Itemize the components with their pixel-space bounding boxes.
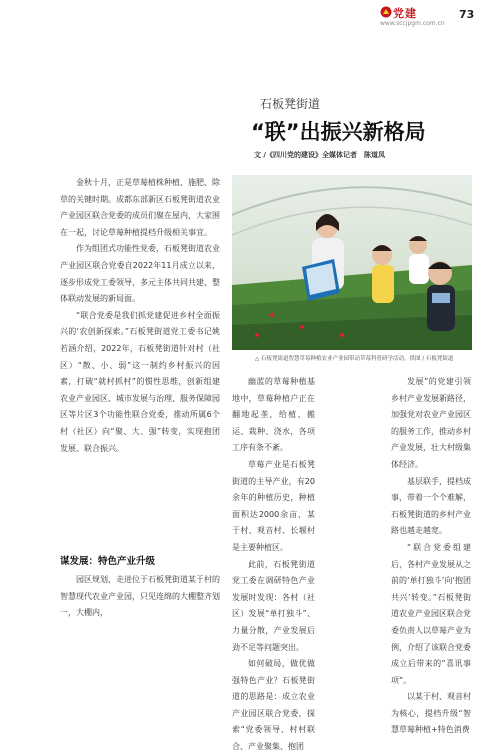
article-column-2 — [232, 374, 315, 756]
paragraph: “联合党委是我们抓党建促进乡村全面振兴的‘农创新探索。”石板凳街道党工委书记姚若涵介绍，2022年，石板凳街道针对村（社区）“散、小、弱”这一制约乡村振兴的因素，打破“就村抓村”的惯性思维，创新组建农业产业园区、城市发展与治理、服务保障园区等片区3个功能性联合党委，推动所属6个村（社区）向“聚、大、强”转变，实现抱团发展、联合振兴。 — [60, 310, 220, 453]
paragraph: 园区规划，走进位于石板凳街道某于村的智慧现代农业产业园，只见连绵的大棚整齐划一，大棚内， — [60, 575, 220, 618]
paragraph: 幽蓝的草莓种植基地中，草莓种植户正在翻地起垄，给植、搬运、栽种、浇水，各项工序有条不紊。 — [232, 377, 315, 453]
logo-url: www.sccjpgm.com.cn — [380, 20, 445, 27]
photo-caption: △ 石板凳街道智慧草莓种植农业产业园带动草莓科普研学活动。供图 / 石板凳街道 — [255, 356, 454, 362]
paragraph: 金秋十月，正是草莓植株种植、施肥、除草的关键时期。成都东部新区石板凳街道农业产业园区联合党委的成员们聚在屋内，大家围在一起，讨论草莓种植提档升级相关事宜。 — [60, 178, 220, 237]
greenhouse-reading-scene-image — [232, 175, 472, 350]
section-heading: 谋发展：特色产业升级 — [60, 556, 156, 567]
paragraph: 发展”的党建引领乡村产业发展新路径，加强党对农业产业园区的服务工作，推动乡村产业发展，壮大村级集体经济。 — [391, 377, 471, 469]
article-title: “联”出振兴新格局 — [251, 120, 426, 144]
article-byline: 文 /《四川党的建设》全媒体记者 陈道凤 — [254, 151, 385, 159]
article-column-1 — [60, 175, 220, 457]
party-emblem-icon — [380, 6, 392, 18]
logo-text: 党建 — [393, 7, 417, 20]
paragraph: 基层联手，提档成事，带着一个个难解，石板凳街道的乡村产业路也越走越宽。 — [391, 476, 471, 536]
paragraph: 草莓产业是石板凳街道的主导产业，有20余年的种植历史，种植面积达2000余亩，某于村、观音村、长堰村是主要种植区。 — [232, 459, 315, 552]
paragraph: 如何破局，做优做强特色产业？石板凳街道的思路是：成立农业产业园区联合党委，探索“党委领导、村村联合、产业聚集、抱团 — [232, 659, 315, 752]
article-column-3 — [391, 374, 471, 739]
publication-logo — [380, 6, 450, 40]
article-kicker: 石板凳街道 — [260, 97, 321, 111]
article-photo — [232, 175, 472, 350]
article-column-1-bottom — [60, 554, 220, 622]
paragraph: 作为组团式功能性党委，石板凳街道农业产业园区联合党委自2022年11月成立以来，逐步形成党工委领导，多元主体共同共建、整体联动发展的新局面。 — [60, 244, 220, 304]
paragraph: “联合党委组建后，各村产业发展从之前的‘单打独斗’向‘抱团共兴’转变。”石板凳街道农业产业园区联合党委负责人以草莓产业为例，介绍了该联合党委成立后带来的“喜讯事项”。 — [391, 542, 471, 685]
paragraph: 此前，石板凳街道党工委在调研特色产业发展时发现：各村（社区）发展“单打独斗”、力量分散，产业发展后劲不足等问题突出。 — [232, 559, 315, 652]
page-number: 73 — [459, 8, 475, 21]
paragraph: 以某于村、观音村为核心，提档升级“智慧草莓种植+特色消费 — [391, 692, 471, 735]
